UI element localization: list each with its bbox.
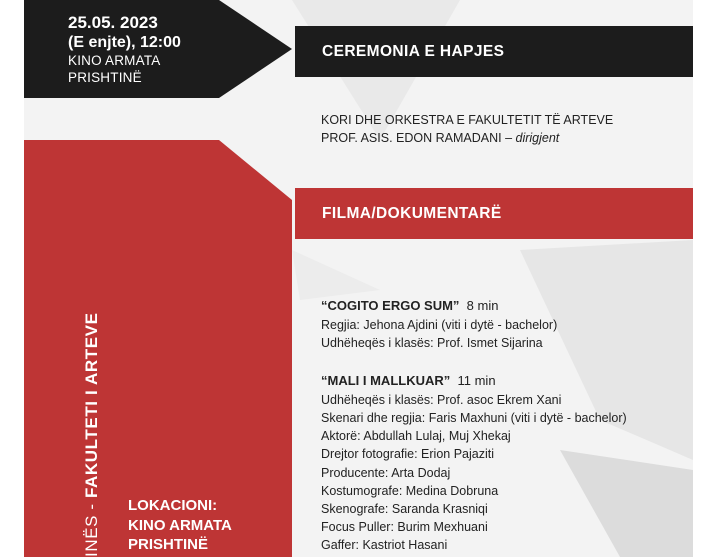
location-label: LOKACIONI: [128, 497, 218, 514]
event-city: PRISHTINË [68, 70, 142, 86]
location-block [128, 496, 232, 555]
film-2-credit: Gaffer: Kastriot Hasani [321, 538, 448, 552]
film-1-credit: Udhëheqës i klasës: Prof. Ismet Sijarina [321, 336, 543, 350]
film-2-credit: Aktorë: Abdullah Lulaj, Muj Xhekaj [321, 429, 511, 443]
film-2-credit: Producente: Arta Dodaj [321, 466, 451, 480]
film-2-duration: 11 min [457, 373, 496, 388]
film-2-credit: Skenari dhe regjia: Faris Maxhuni (viti i dytë - bachelor) [321, 411, 627, 425]
conductor-name: PROF. ASIS. EDON RAMADANI [321, 131, 502, 145]
film-2-title: “MALI I MALLKUAR” [321, 373, 451, 388]
film-2-credit: Drejtor fotografie: Erion Pajaziti [321, 447, 494, 461]
event-date-block [24, 0, 292, 98]
event-day-time: (E enjte), 12:00 [68, 34, 181, 52]
film-1-heading [321, 298, 498, 313]
film-1-duration: 8 min [466, 298, 499, 313]
film-2-heading [321, 373, 496, 388]
conductor-role: – dirigjent [505, 131, 560, 145]
films-section-header [295, 188, 693, 239]
film-2-credit: Skenografe: Saranda Krasniqi [321, 502, 488, 516]
location-venue: KINO ARMATA [128, 516, 232, 534]
film-2-credit: Focus Puller: Burim Mexhuani [321, 520, 488, 534]
film-2-credit: Kostumografe: Medina Dobruna [321, 484, 499, 498]
side-red-panel [24, 140, 292, 557]
opening-title: CEREMONIA E HAPJES [322, 42, 505, 60]
opening-line-1: KORI DHE ORKESTRA E FAKULTETIT TË ARTEVE [321, 113, 614, 127]
opening-section-header [295, 26, 693, 77]
films-title: FILMA/DOKUMENTARË [322, 204, 502, 222]
faculty-vertical-label [82, 312, 102, 557]
event-date: 25.05. 2023 [68, 13, 158, 32]
film-1-title: “COGITO ERGO SUM” [321, 298, 460, 313]
film-2-credit: Udhëheqës i klasës: Prof. asoc Ekrem Xani [321, 393, 562, 407]
location-city: PRISHTINË [128, 536, 209, 553]
film-1-credit: Regjia: Jehona Ajdini (viti i dytë - bachelor) [321, 318, 558, 332]
opening-line-2 [321, 131, 559, 145]
event-venue: KINO ARMATA [68, 53, 161, 69]
faculty-prefix: INËS - [82, 498, 101, 557]
faculty-name: FAKULTETI I ARTEVE [82, 312, 101, 498]
